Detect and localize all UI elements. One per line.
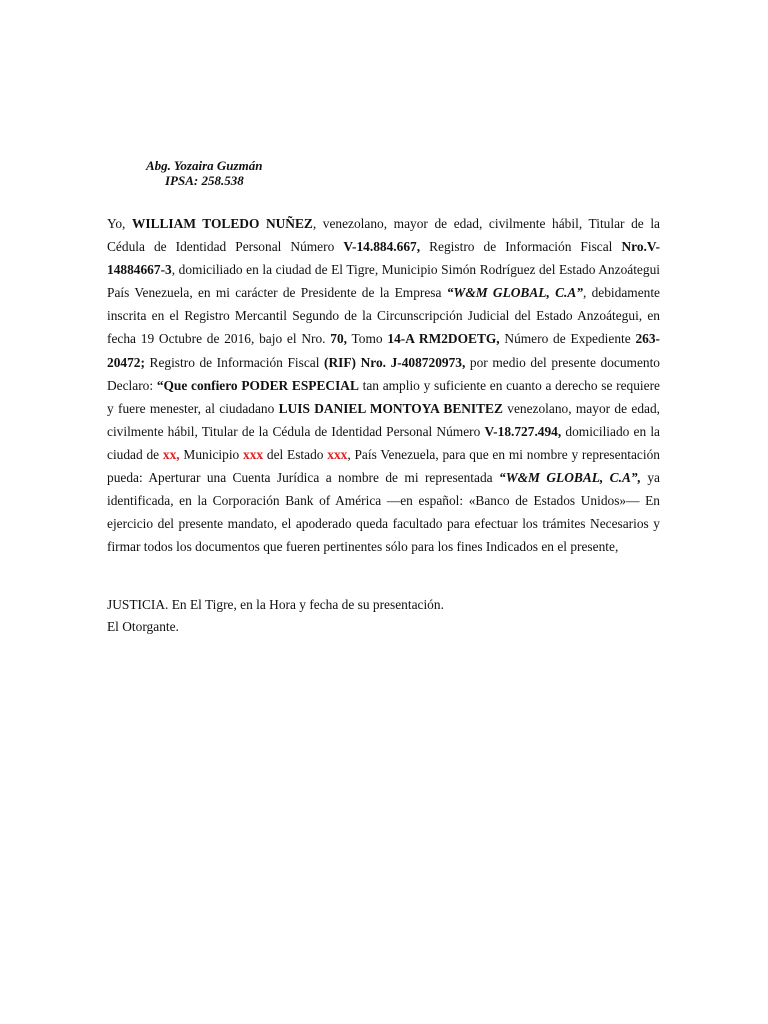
document-header xyxy=(146,158,262,188)
expediente-number: 263- 20472; xyxy=(107,331,660,370)
registry-tomo: 14-A RM2DOETG, xyxy=(387,331,500,347)
registry-number: 70, xyxy=(330,331,348,347)
text-segment: , domiciliado en la ciudad de El Tigre, Municipio Simón Rodríguez del Estado Anzoátegui País Venezuela, en mi carácter de Presidente de la Empresa xyxy=(107,262,660,301)
lawyer-name: Abg. Yozaira Guzmán xyxy=(146,158,263,173)
grantor-rif: Nro.V-14884667-3 xyxy=(107,239,661,278)
text-segment: ya identificada, en la Corporación Bank of América —en español: «Banco de Estados Unidos»— En ejercicio del presente mandato, el apoderado queda facultado para efectuar los trámites Necesarios y firmar todos los documentos que fueren pertinentes sólo para los fines Indicados en el presente, xyxy=(107,470,660,555)
company-rif: (RIF) Nro. J-408720973, xyxy=(324,354,466,370)
document-closing xyxy=(107,594,444,638)
grantor-signature-label: El Otorgante. xyxy=(107,619,179,634)
text-segment: del Estado xyxy=(263,446,328,462)
text-segment: Número de Expediente xyxy=(499,331,636,347)
text-segment: Registro de Información Fiscal xyxy=(420,239,622,255)
grantor-id-number: V-14.884.667, xyxy=(343,239,421,255)
company-name: “W&M GLOBAL, C.A”, xyxy=(499,470,641,486)
justicia-line: JUSTICIA. En El Tigre, en la Hora y fecha de su presentación. xyxy=(107,597,444,612)
attorney-id-number: V-18.727.494, xyxy=(484,423,562,439)
company-name: “W&M GLOBAL, C.A” xyxy=(446,285,583,301)
power-of-attorney-paragraph xyxy=(107,212,660,558)
text-segment: Municipio xyxy=(179,446,244,462)
city-placeholder: xx, xyxy=(162,446,180,462)
text-segment: Registro de Información Fiscal xyxy=(144,354,325,370)
text-segment: , País Venezuela, para que en mi nombre y representación pueda: Aperturar una Cuenta Jurídica a nombre de mi representada xyxy=(107,446,660,486)
text-segment: Yo, xyxy=(107,216,132,231)
text-segment: venezolano, mayor de edad, civilmente hábil, Titular de la Cédula de Identidad Personal Número xyxy=(107,400,660,439)
text-segment: , venezolano, mayor de edad, civilmente hábil, Titular de la Cédula de Identidad Personal Número xyxy=(107,216,660,255)
lawyer-ipsa: IPSA: 258.538 xyxy=(165,173,244,188)
text-segment: domiciliado en la ciudad de xyxy=(107,423,661,462)
municipio-placeholder: xxx xyxy=(243,446,264,462)
declaration-phrase: “Que confiero PODER ESPECIAL xyxy=(156,377,359,393)
text-segment: , debidamente inscrita en el Registro Mercantil Segundo de la Circunscripción Judicial del Estado Anzoátegui, en fecha 19 Octubre de 2016, bajo el Nro. xyxy=(107,285,661,347)
estado-placeholder: xxx xyxy=(327,446,348,462)
grantor-name: WILLIAM TOLEDO NUÑEZ xyxy=(131,216,313,231)
text-segment: por medio del presente documento Declaro: xyxy=(107,354,661,393)
text-segment: tan amplio y suficiente en cuanto a derecho se requiere y fuere menester, al ciudadano xyxy=(107,377,660,416)
attorney-name: LUIS DANIEL MONTOYA BENITEZ xyxy=(278,400,503,416)
text-segment: Tomo xyxy=(347,331,388,347)
